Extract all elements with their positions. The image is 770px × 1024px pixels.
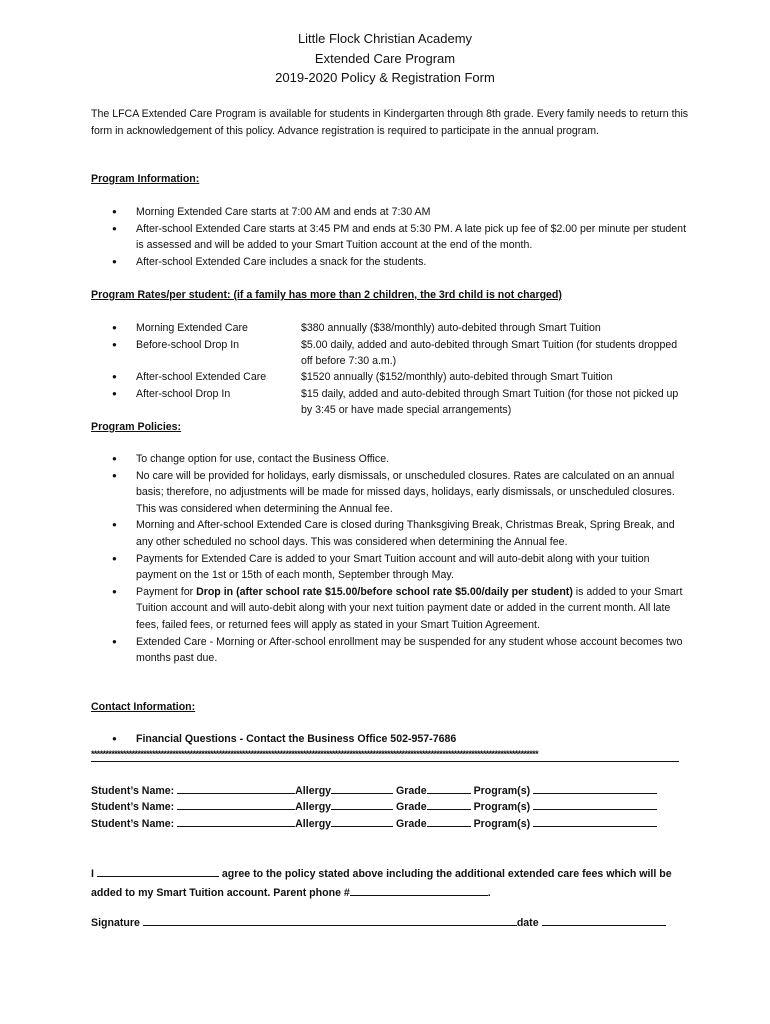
- parent-phone-field[interactable]: [350, 883, 488, 896]
- payment-suffix: is added to your Smart Tuition account and will auto-debit along with your next tuition payment date or added in the current month. All late fees, failed fees, or returned fees will apply as stated in your Smart Tuition Agreement.: [136, 585, 683, 631]
- allergy-field[interactable]: [331, 814, 393, 827]
- rate-name: ● After-school Extended Care: [136, 371, 267, 383]
- programs-field[interactable]: [533, 781, 657, 794]
- form-title: 2019-2020 Policy & Registration Form: [275, 70, 495, 85]
- signature-field[interactable]: [143, 913, 517, 926]
- rate-item: [91, 320, 691, 337]
- signature-line: [91, 913, 691, 932]
- contact-information-heading: Contact Information:: [91, 701, 196, 713]
- date-label: date: [516, 917, 539, 929]
- rate-description: $380 annually ($38/monthly) auto-debited through Smart Tuition: [301, 322, 601, 334]
- form-header: [0, 29, 770, 88]
- contact-list: [91, 731, 691, 748]
- rate-description: $15 daily, added and auto-debited through Smart Tuition (for those not picked up by 3:45 or have made special arrangements): [301, 387, 679, 417]
- list-item: ● After-school Extended Care includes a snack for the students.: [91, 254, 691, 271]
- payment-rates-bold: Drop in (after school rate $15.00/before school rate $5.00/daily per student): [196, 585, 573, 598]
- grade-label: Grade: [396, 818, 427, 830]
- date-field[interactable]: [542, 913, 666, 926]
- list-item: ● No care will be provided for holidays, early dismissals, or unscheduled closures. Rates are calculated on an annual basis; therefore, no adjustments will be made for missed days, holidays, early dismissals, or unscheduled closures. This was considered when determining the Annual fee.: [91, 468, 691, 518]
- signature-label: Signature: [91, 917, 140, 929]
- school-name: Little Flock Christian Academy: [297, 31, 473, 46]
- allergy-field[interactable]: [331, 781, 393, 794]
- allergy-field[interactable]: [331, 797, 393, 810]
- student-name-field[interactable]: [177, 781, 295, 794]
- student-row: [91, 814, 691, 833]
- grade-field[interactable]: [427, 814, 471, 827]
- intro-paragraph: The LFCA Extended Care Program is available for students in Kindergarten through 8th grade. Every family needs to return this form in acknowledgement of this policy. Advance registration is required to participate in the annual program.: [91, 108, 689, 137]
- student-name-field[interactable]: [177, 797, 295, 810]
- rate-name: ● Morning Extended Care: [136, 322, 248, 334]
- program-information-heading: [91, 171, 199, 188]
- parent-name-field[interactable]: [97, 864, 219, 877]
- program-rates-list-2: [91, 369, 691, 419]
- grade-label: Grade: [396, 785, 427, 797]
- list-item: ● Financial Questions - Contact the Business Office 502-957-7686: [91, 731, 691, 748]
- student-name-label: Student’s Name:: [91, 785, 175, 797]
- divider-line: [91, 761, 679, 762]
- allergy-label: Allergy: [295, 801, 332, 813]
- payment-prefix: Payment for: [136, 585, 197, 598]
- student-row: [91, 797, 691, 816]
- list-item: [91, 584, 691, 634]
- program-information-list: [91, 204, 691, 270]
- programs-field[interactable]: [533, 797, 657, 810]
- rate-name: ● Before-school Drop In: [136, 338, 240, 351]
- rate-item: [91, 337, 691, 370]
- program-rates-heading: Program Rates/per student: (if a family has more than 2 children, the 3rd child is not charged): [91, 289, 562, 301]
- student-name-label: Student’s Name:: [91, 818, 175, 830]
- grade-label: Grade: [396, 801, 427, 813]
- program-information-colon: :: [195, 173, 200, 185]
- agreement-text: agree to the policy stated above including the additional extended care fees which will be added to my Smart Tuition account. Parent phone #: [91, 868, 672, 899]
- agreement-statement: [91, 864, 691, 901]
- grade-field[interactable]: [427, 781, 471, 794]
- allergy-label: Allergy: [295, 785, 332, 797]
- list-item: ● After-school Extended Care starts at 3:45 PM and ends at 5:30 PM. A late pick up fee of $2.00 per minute per student is assessed and will be added to your Smart Tuition account at the end of the month.: [91, 221, 691, 254]
- list-item: ● Morning and After-school Extended Care is closed during Thanksgiving Break, Christmas Break, Spring Break, and any other scheduled no school days. This was considered when determining the Annual fee.: [91, 517, 691, 550]
- rate-item: [91, 386, 691, 419]
- asterisk-separator: **********************************************************************************************************************************************************: [91, 749, 538, 759]
- list-item: ● Morning Extended Care starts at 7:00 AM and ends at 7:30 AM: [91, 204, 691, 221]
- rate-description: $5.00 daily, added and auto-debited through Smart Tuition (for students dropped off before 7:30 a.m.): [301, 338, 678, 368]
- student-name-label: Student’s Name:: [91, 801, 175, 813]
- program-information-title: Program Information: [91, 173, 196, 185]
- grade-field[interactable]: [427, 797, 471, 810]
- agreement-prefix: I: [91, 868, 94, 880]
- allergy-label: Allergy: [295, 818, 332, 830]
- programs-field[interactable]: [533, 814, 657, 827]
- list-item: ● Extended Care - Morning or After-school enrollment may be suspended for any student whose account becomes two months past due.: [91, 634, 691, 667]
- programs-label: Program(s): [473, 785, 531, 797]
- student-name-field[interactable]: [177, 814, 295, 827]
- rate-name: ● After-school Drop In: [136, 387, 231, 400]
- programs-label: Program(s): [473, 818, 531, 830]
- program-policies-list: [91, 451, 691, 667]
- list-item: ● To change option for use, contact the Business Office.: [91, 451, 691, 468]
- program-name: Extended Care Program: [314, 50, 456, 66]
- program-policies-heading: Program Policies:: [91, 421, 182, 433]
- rate-description: $1520 annually ($152/monthly) auto-debited through Smart Tuition: [301, 371, 613, 383]
- agreement-end: .: [487, 886, 491, 899]
- rate-item: [91, 369, 691, 386]
- list-item: ● Payments for Extended Care is added to your Smart Tuition account and will auto-debit along with your tuition payment on the 1st or 15th of each month, September through May.: [91, 551, 691, 584]
- program-rates-list-1: [91, 320, 691, 370]
- programs-label: Program(s): [473, 801, 531, 813]
